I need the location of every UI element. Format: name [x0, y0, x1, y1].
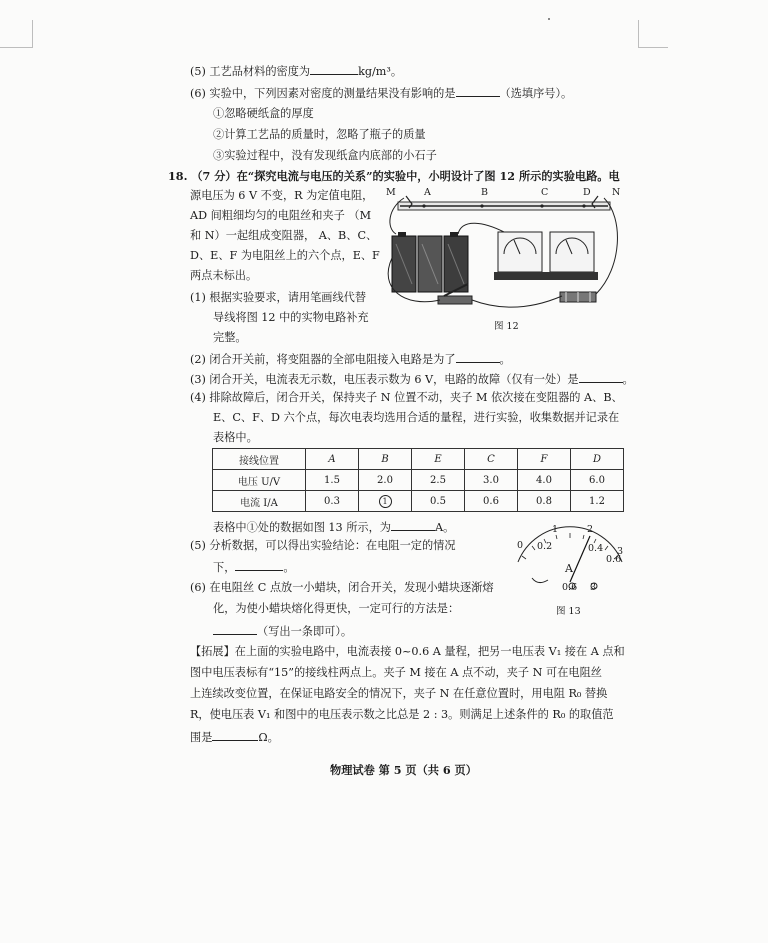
fig12-caption: 图 12: [494, 321, 519, 332]
terminal-label: 0.6: [562, 582, 578, 593]
dial-label: 3: [617, 546, 624, 557]
table-cell: [359, 491, 412, 512]
q18-stem-line: 和 N）一起组成变阻器， A、B、C、: [190, 229, 378, 242]
q18-item4-line: E、C、F、D 六个点，每次电表均选用合适的量程，进行实验，收集数据并记录在: [213, 411, 620, 424]
answer-blank[interactable]: [235, 558, 283, 571]
crop-mark: [638, 47, 668, 49]
table-cell: 0.3: [306, 491, 359, 512]
table-cell: 3.0: [465, 470, 518, 491]
table-cell: E: [412, 449, 465, 470]
q18-stem-line: D、E、F 为电阻丝上的六个点，E、F: [190, 249, 380, 262]
dial-label: 0.4: [588, 543, 604, 554]
table-row: [213, 449, 624, 470]
table-cell: 2.5: [412, 470, 465, 491]
table-cell: 0.8: [518, 491, 571, 512]
table-cell: 0.6: [465, 491, 518, 512]
table-cell: F: [518, 449, 571, 470]
table-cell: 0.5: [412, 491, 465, 512]
q18-item6-line: （写出一条即可）。: [213, 622, 352, 640]
dial-label: 0.2: [537, 541, 553, 552]
dial-needle: [570, 536, 590, 582]
table-cell: A: [306, 449, 359, 470]
crop-mark: [0, 47, 32, 49]
data-table: [212, 448, 624, 512]
fig12-label-n: N: [612, 187, 621, 198]
dial-label: 0.6: [606, 554, 622, 565]
fig13-caption: 图 13: [556, 606, 581, 617]
q17-item5: (5) 工艺品材料的密度为 kg/m³。: [190, 62, 402, 80]
q17-item6: (6) 实验中，下列因素对密度的测量结果没有影响的是 （选填序号）。: [190, 84, 572, 102]
table-cell: 电流 I/A: [213, 491, 306, 512]
answer-blank[interactable]: [391, 518, 435, 531]
table-row: [213, 491, 624, 512]
dial-label: 1: [552, 524, 559, 535]
extension-line: 图中电压表标有“15”的接线柱两点上。夹子 M 接在 A 点不动，夹子 N 可在电阻丝: [190, 666, 602, 679]
answer-blank[interactable]: [213, 622, 257, 635]
option-3: ③实验过程中，没有发现纸盒内底部的小石子: [213, 149, 437, 162]
dial-label: 0: [517, 540, 524, 551]
option-2: ②计算工艺品的质量时，忽略了瓶子的质量: [213, 128, 426, 141]
table-row: [213, 470, 624, 491]
table-cell: D: [571, 449, 624, 470]
q18-item5: (5) 分析数据，可以得出实验结论：在电阻一定的情况: [190, 539, 456, 552]
lead-wire: [532, 578, 548, 583]
q18-item5-line: 下， 。: [213, 558, 295, 576]
fig12-label-d: D: [583, 187, 591, 198]
answer-blank[interactable]: [456, 84, 500, 97]
terminal-label: 3: [590, 582, 597, 593]
q18-item4-line: 表格中。: [213, 431, 258, 444]
table-cell: C: [465, 449, 518, 470]
figure-12: [384, 188, 628, 318]
fig12-label-a: A: [424, 187, 431, 198]
table-cell: 1.2: [571, 491, 624, 512]
q18-item1-line: 导线将图 12 中的实物电路补充: [213, 311, 369, 324]
q18-stem-line: AD 间粗细均匀的电阻丝和夹子 （M: [190, 209, 372, 222]
fig12-label-m: M: [386, 187, 396, 198]
meter-left: [494, 232, 546, 280]
q18-stem-line: 源电压为 6 V 不变，R 为定值电阻，: [190, 189, 374, 202]
q18-item2: (2) 闭合开关前，将变阻器的全部电阻接入电路是为了 。: [190, 350, 511, 368]
table-cell: 电压 U/V: [213, 470, 306, 491]
fixed-resistor: [560, 292, 596, 302]
q18-item4: (4) 排除故障后，闭合开关，保持夹子 N 位置不动，夹子 M 依次接在变阻器的 A、B、: [190, 391, 623, 404]
answer-blank[interactable]: [579, 370, 623, 383]
ammeter-symbol: A: [565, 562, 573, 575]
table-cell: 2.0: [359, 470, 412, 491]
circled-marker: 1: [379, 495, 392, 508]
crop-mark: [638, 20, 640, 48]
q18-item4-tail: 表格中①处的数据如图 13 所示，为 A。: [213, 518, 454, 536]
answer-blank[interactable]: [310, 62, 358, 75]
table-cell: 6.0: [571, 470, 624, 491]
q18-item6: (6) 在电阻丝 C 点放一小蜡块，闭合开关，发现小蜡块逐渐熔: [190, 581, 494, 594]
fig12-label-b: B: [481, 187, 488, 198]
extension: 【拓展】在上面的实验电路中，电流表接 0~0.6 A 量程，把另一电压表 V₁ 接在 A 点和: [190, 645, 625, 658]
q18-stem: 18. （7 分）在“探究电流与电压的关系”的实验中，小明设计了图 12 所示的实验电路。电: [168, 169, 620, 183]
meter-right: [546, 232, 598, 280]
battery-pack: [392, 232, 468, 292]
q18-item1: (1) 根据实验要求，请用笔画线代替: [190, 291, 367, 304]
dial-label: 2: [587, 524, 594, 535]
answer-blank[interactable]: [212, 728, 258, 741]
table-cell: 1.5: [306, 470, 359, 491]
table-cell: 接线位置: [213, 449, 306, 470]
answer-blank[interactable]: [456, 350, 500, 363]
fig12-label-c: C: [541, 187, 549, 198]
q18-item6-line: 化，为使小蜡块熔化得更快，一定可行的方法是：: [213, 602, 460, 615]
extension-line: R，使电压表 V₁ 和图中的电压表示数之比总是 2 : 3。则满足上述条件的 R₀ 的取值范: [190, 708, 614, 721]
q18-item3: (3) 闭合开关，电流表无示数，电压表示数为 6 V，电路的故障（仅有一处）是 。: [190, 370, 634, 388]
page-footer: 物理试卷 第 5 页（共 6 页）: [330, 763, 477, 777]
q18-stem-line: 两点未标出。: [190, 269, 258, 282]
speck: [548, 18, 550, 20]
extension-line: 围是 Ω。: [190, 728, 279, 746]
q18-item1-line: 完整。: [213, 331, 247, 344]
option-1: ①忽略硬纸盒的厚度: [213, 107, 314, 120]
table-cell: 4.0: [518, 470, 571, 491]
table-cell: B: [359, 449, 412, 470]
extension-line: 上连续改变位置，在保证电路安全的情况下，夹子 N 在任意位置时，用电阻 R₀ 替换: [190, 687, 608, 700]
crop-mark: [32, 20, 34, 48]
